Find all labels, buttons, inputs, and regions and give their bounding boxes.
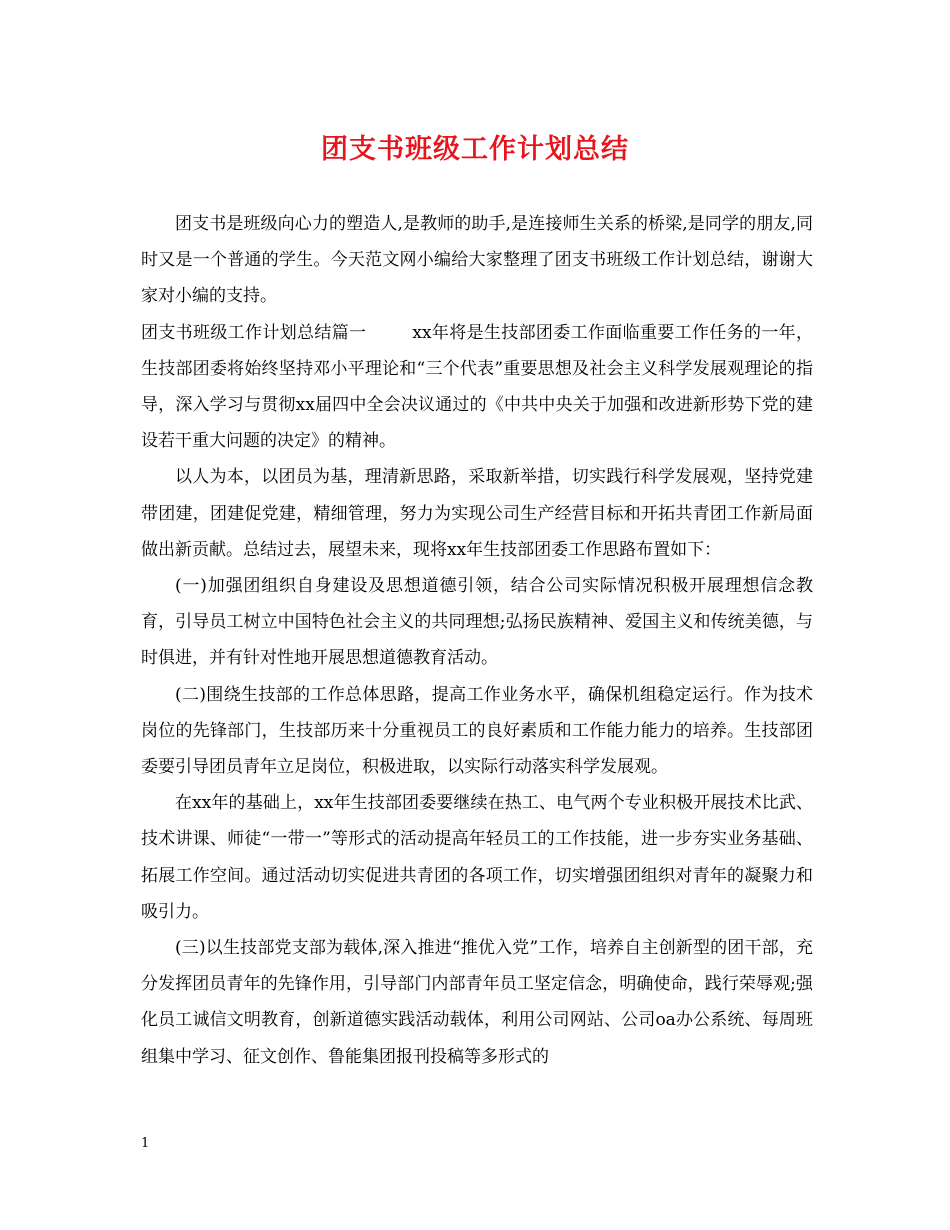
intro-paragraph: 团支书是班级向心力的塑造人,是教师的助手,是连接师生关系的桥梁,是同学的朋友,同时又是一个普通的学生。今天范文网小编给大家整理了团支书班级工作计划总结，谢谢大家对小编的支持。: [141, 214, 813, 307]
page-number: 1: [141, 1136, 150, 1151]
section-heading: 团支书班级工作计划总结篇一: [141, 322, 367, 343]
section-paragraph: [141, 315, 813, 460]
body-paragraph-2: (一)加强团组织自身建设及思想道德引领，结合公司实际情况积极开展理想信念教育，引导员工树立中国特色社会主义的共同理想;弘扬民族精神、爱国主义和传统美德，与时俱进，并有针对性地开展思想道德教育活动。: [141, 576, 813, 669]
document-body: [141, 206, 813, 1075]
body-paragraph-5: (三)以生技部党支部为载体,深入推进“推优入党”工作，培养自主创新型的团干部，充分发挥团员青年的先锋作用，引导部门内部青年员工坚定信念，明确使命，践行荣辱观;强化员工诚信文明教育，创新道德实践活动载体，利用公司网站、公司oa办公系统、每周班组集中学习、征文创作、鲁能集团报刊投稿等多形式的: [141, 938, 813, 1067]
section-first-text: xx年将是生技部团委工作面临重要工作任务的一年，生技部团委将始终坚持邓小平理论和“三个代表”重要思想及社会主义科学发展观理论的指导，深入学习与贯彻xx届四中全会决议通过的《中共中央关于加强和改进新形势下党的建设若干重大问题的决定》的精神。: [141, 322, 813, 452]
body-paragraph-4: 在xx年的基础上，xx年生技部团委要继续在热工、电气两个专业积极开展技术比武、技术讲课、师徒“一带一”等形式的活动提高年轻员工的工作技能，进一步夯实业务基础、拓展工作空间。通过活动切实促进共青团的各项工作，切实增强团组织对青年的凝聚力和吸引力。: [141, 793, 813, 922]
document-title: 团支书班级工作计划总结: [321, 134, 629, 165]
body-paragraph-3: (二)围绕生技部的工作总体思路，提高工作业务水平，确保机组稳定运行。作为技术岗位的先锋部门，生技部历来十分重视员工的良好素质和工作能力能力的培养。生技部团委要引导团员青年立足岗位，积极进取，以实际行动落实科学发展观。: [141, 684, 813, 778]
body-paragraph-1: 以人为本，以团员为基，理清新思路，采取新举措，切实践行科学发展观，坚持党建带团建，团建促党建，精细管理，努力为实现公司生产经营目标和开拓共青团工作新局面做出新贡献。总结过去，展望未来，现将xx年生技部团委工作思路布置如下：: [141, 467, 813, 560]
